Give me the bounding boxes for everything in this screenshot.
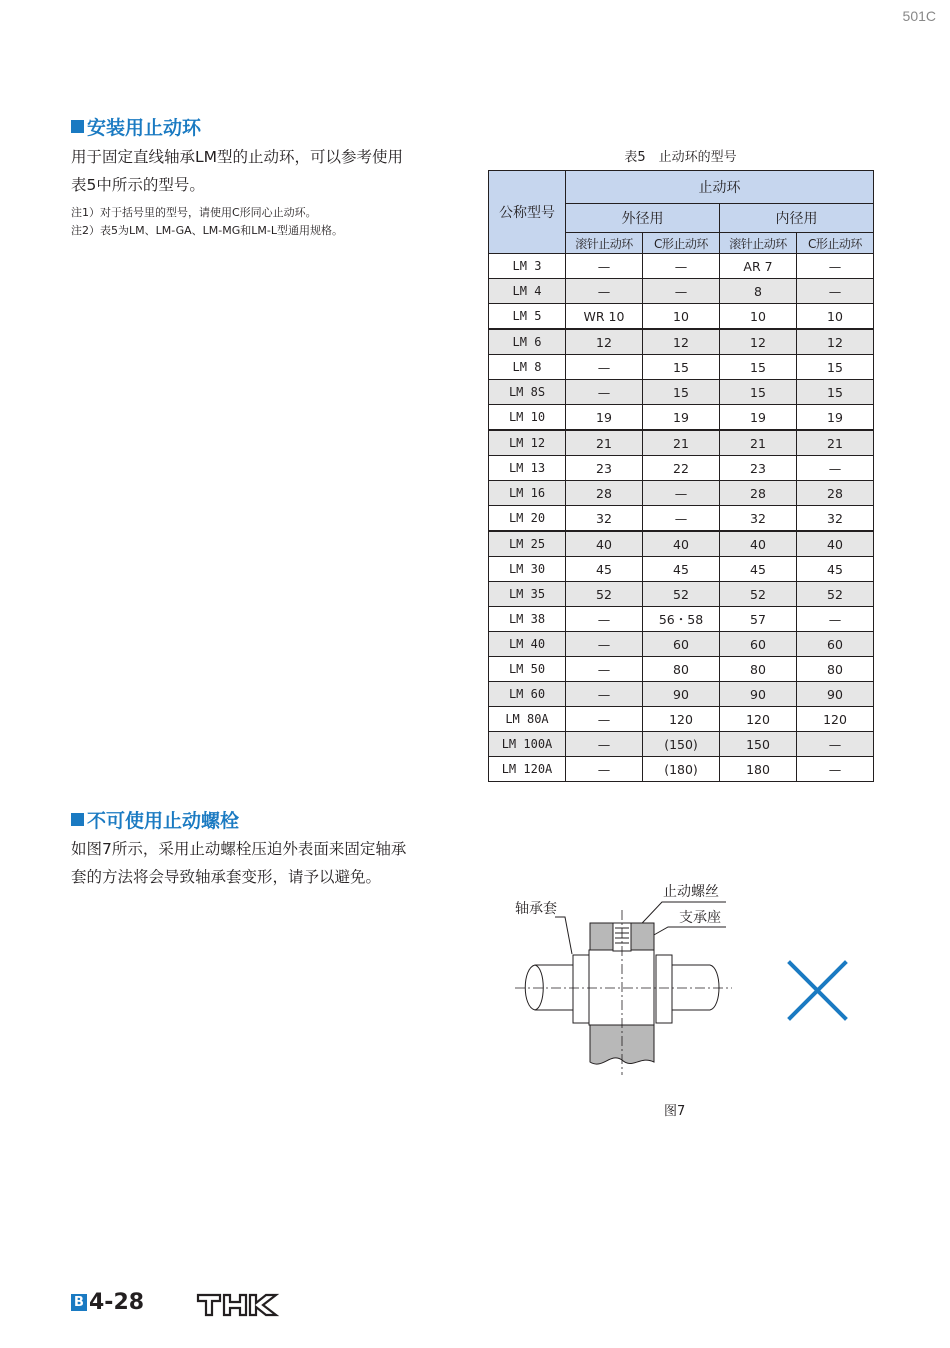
cell: (180) — [643, 757, 720, 782]
cell: 40 — [643, 531, 720, 557]
cell: 80 — [797, 657, 874, 682]
section2-heading-text: 不可使用止动螺栓 — [87, 810, 240, 832]
cell: 90 — [720, 682, 797, 707]
table-row — [489, 557, 874, 582]
cell: 15 — [720, 355, 797, 380]
cell: 19 — [566, 405, 643, 431]
table5-caption: 表5 止动环的型号 — [624, 150, 737, 165]
cell: 120 — [643, 707, 720, 732]
cell: — — [566, 682, 643, 707]
section2-body-line2: 套的方法将会导致轴承套变形，请予以避免。 — [71, 868, 382, 886]
section2-body-line1: 如图7所示，采用止动螺栓压迫外表面来固定轴承 — [71, 840, 407, 858]
cell: 90 — [797, 682, 874, 707]
cell: 23 — [566, 456, 643, 481]
header-outer-needle: 滚针止动环 — [566, 233, 643, 254]
cell: 80 — [720, 657, 797, 682]
cell-model: LM 8 — [489, 355, 566, 380]
cell: 45 — [797, 557, 874, 582]
table-row — [489, 380, 874, 405]
table-row — [489, 481, 874, 506]
page-code: 501C — [902, 8, 936, 24]
cell: — — [566, 355, 643, 380]
table-row — [489, 657, 874, 682]
cell-model: LM 80A — [489, 707, 566, 732]
cell: 15 — [643, 380, 720, 405]
cell: — — [566, 607, 643, 632]
cell: 8 — [720, 279, 797, 304]
cell-model: LM 13 — [489, 456, 566, 481]
section1-heading-text: 安装用止动环 — [87, 117, 202, 139]
cell-model: LM 40 — [489, 632, 566, 657]
cell: — — [643, 506, 720, 532]
section1-body — [71, 143, 461, 199]
cell: 45 — [566, 557, 643, 582]
page-number: 4-28 — [89, 1290, 145, 1315]
cell-model: LM 35 — [489, 582, 566, 607]
header-retaining-ring: 止动环 — [566, 171, 874, 204]
cell: 90 — [643, 682, 720, 707]
note-2: 注2）表5为LM、LM-GA、LM-MG和LM-L型通用规格。 — [71, 224, 343, 237]
cell: 22 — [643, 456, 720, 481]
cell: 80 — [643, 657, 720, 682]
cell: — — [643, 481, 720, 506]
prohibited-x-icon — [790, 963, 845, 1018]
cell: 28 — [797, 481, 874, 506]
cell: 15 — [797, 355, 874, 380]
cell: 15 — [797, 380, 874, 405]
cell-model: LM 4 — [489, 279, 566, 304]
cell: — — [566, 757, 643, 782]
cell: 56・58 — [643, 607, 720, 632]
header-inner: 内径用 — [720, 204, 874, 233]
cell: — — [797, 254, 874, 279]
cell-model: LM 3 — [489, 254, 566, 279]
cell-model: LM 30 — [489, 557, 566, 582]
cell: 180 — [720, 757, 797, 782]
section1-body-line1: 用于固定直线轴承LM型的止动环，可以参考使用 — [71, 148, 404, 166]
cell: 12 — [797, 329, 874, 355]
cell: 45 — [720, 557, 797, 582]
table-row — [489, 355, 874, 380]
cell-model: LM 100A — [489, 732, 566, 757]
cell-model: LM 60 — [489, 682, 566, 707]
cell: 21 — [797, 430, 874, 456]
cell: 60 — [643, 632, 720, 657]
cell: 19 — [797, 405, 874, 431]
cell-model: LM 10 — [489, 405, 566, 431]
table-row — [489, 632, 874, 657]
cell: — — [797, 757, 874, 782]
cell: AR 7 — [720, 254, 797, 279]
cell: — — [566, 380, 643, 405]
cell: — — [566, 657, 643, 682]
heading-square-icon — [71, 120, 84, 133]
table-row — [489, 304, 874, 330]
table5 — [488, 170, 874, 782]
footer — [71, 1290, 144, 1315]
leader-housing — [645, 927, 726, 940]
cell: 23 — [720, 456, 797, 481]
table-row — [489, 707, 874, 732]
label-bearing-sleeve: 轴承套 — [515, 901, 557, 917]
table-row — [489, 732, 874, 757]
cell-model: LM 38 — [489, 607, 566, 632]
cell: — — [643, 254, 720, 279]
shaft-left-end — [535, 965, 543, 1010]
cell: 32 — [720, 506, 797, 532]
cell-model: LM 8S — [489, 380, 566, 405]
header-inner-cring: C形止动环 — [797, 233, 874, 254]
cell: 32 — [566, 506, 643, 532]
cell-model: LM 120A — [489, 757, 566, 782]
table-row — [489, 405, 874, 431]
cell: 52 — [643, 582, 720, 607]
table-row — [489, 607, 874, 632]
cell: — — [797, 456, 874, 481]
cell: 12 — [566, 329, 643, 355]
cell: — — [643, 279, 720, 304]
sleeve-end-left — [573, 955, 589, 1023]
section-badge: B — [71, 1294, 87, 1311]
table-row — [489, 254, 874, 279]
header-inner-needle: 滚针止动环 — [720, 233, 797, 254]
cell: 60 — [720, 632, 797, 657]
label-set-screw: 止动螺丝 — [663, 884, 719, 900]
cell: 40 — [566, 531, 643, 557]
cell: — — [797, 607, 874, 632]
cell: 12 — [720, 329, 797, 355]
cell: 120 — [797, 707, 874, 732]
section-heading-retaining-ring — [71, 113, 201, 140]
cell: 21 — [566, 430, 643, 456]
cell: 52 — [797, 582, 874, 607]
cell: — — [566, 732, 643, 757]
section-heading-no-set-screw — [71, 806, 239, 833]
header-outer-cring: C形止动环 — [643, 233, 720, 254]
figure7-diagram — [500, 880, 870, 1080]
thk-logo — [196, 1292, 280, 1318]
cell: 10 — [720, 304, 797, 330]
cell: (150) — [643, 732, 720, 757]
table-row — [489, 329, 874, 355]
section1-body-line2: 表5中所示的型号。 — [71, 176, 205, 194]
bearing-sleeve-body — [589, 950, 654, 1025]
cell: WR 10 — [566, 304, 643, 330]
cell-model: LM 25 — [489, 531, 566, 557]
table-row — [489, 279, 874, 304]
cell: 15 — [643, 355, 720, 380]
cell-model: LM 50 — [489, 657, 566, 682]
table-row — [489, 506, 874, 532]
cell: 15 — [720, 380, 797, 405]
cell: — — [566, 707, 643, 732]
section2-body — [71, 835, 461, 891]
cell-model: LM 6 — [489, 329, 566, 355]
cell: 52 — [566, 582, 643, 607]
cell: 60 — [797, 632, 874, 657]
table-row — [489, 757, 874, 782]
cell: — — [566, 632, 643, 657]
cell: 19 — [720, 405, 797, 431]
cell: 45 — [643, 557, 720, 582]
figure7-caption: 图7 — [664, 1104, 686, 1119]
cell: 10 — [797, 304, 874, 330]
cell: 28 — [720, 481, 797, 506]
note-1: 注1）对于括号里的型号，请使用C形同心止动环。 — [71, 206, 317, 219]
cell: 32 — [797, 506, 874, 532]
header-model: 公称型号 — [489, 171, 566, 254]
cell-model: LM 16 — [489, 481, 566, 506]
table-row — [489, 582, 874, 607]
table-row — [489, 456, 874, 481]
cell: 57 — [720, 607, 797, 632]
cell: 28 — [566, 481, 643, 506]
table-row — [489, 682, 874, 707]
cell: 40 — [797, 531, 874, 557]
table-row — [489, 531, 874, 557]
heading-square-icon — [71, 813, 84, 826]
label-housing: 支承座 — [679, 910, 721, 926]
cell: 40 — [720, 531, 797, 557]
cell: — — [797, 279, 874, 304]
cell-model: LM 5 — [489, 304, 566, 330]
cell: 120 — [720, 707, 797, 732]
leader-sleeve — [555, 917, 572, 954]
cell: 19 — [643, 405, 720, 431]
cell: 21 — [720, 430, 797, 456]
cell: 10 — [643, 304, 720, 330]
table-row — [489, 430, 874, 456]
cell: — — [797, 732, 874, 757]
notes — [71, 204, 471, 240]
cell: 12 — [643, 329, 720, 355]
header-outer: 外径用 — [566, 204, 720, 233]
cell: — — [566, 254, 643, 279]
cell: 52 — [720, 582, 797, 607]
cell-model: LM 20 — [489, 506, 566, 532]
cell: — — [566, 279, 643, 304]
cell: 21 — [643, 430, 720, 456]
sleeve-end-right — [656, 955, 672, 1023]
cell: 150 — [720, 732, 797, 757]
cell-model: LM 12 — [489, 430, 566, 456]
